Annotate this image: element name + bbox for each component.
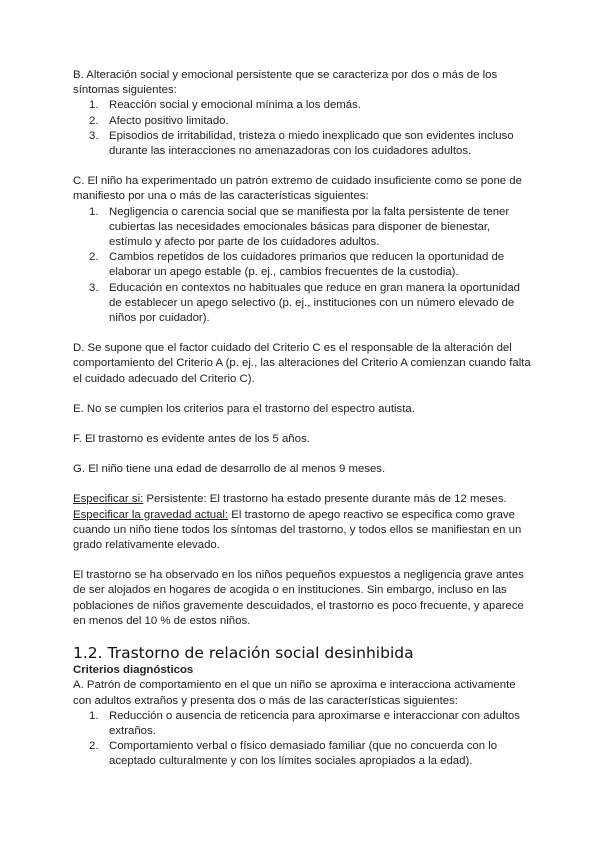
list-item: 1. Reacción social y emocional mínima a los demás. bbox=[89, 99, 361, 112]
criterion-f: F. El trastorno es evidente antes de los 5 años. bbox=[73, 433, 310, 446]
list-item: 3. Educación en contextos no habituales que reduce en gran manera la oportunidad de establecer un apego selectivo (p. ej., instituciones con un número elevado de niños por cuidador). bbox=[89, 281, 520, 325]
specify-severity-label: Especificar la gravedad actual: bbox=[73, 508, 229, 521]
criterion-g: G. El niño tiene una edad de desarrollo de al menos 9 meses. bbox=[73, 463, 386, 476]
list-item: 1. Negligencia o carencia social que se manifiesta por la falta persistente de tener cubiertas las necesidades emocionales básicas para disponer de bienestar, estímulo y afecto por parte de los cuidadores adultos. bbox=[89, 205, 510, 249]
criterion-a-intro: A. Patrón de comportamiento en el que un niño se aproxima e interacciona activamente con adultos extraños y presenta dos o más de las características siguientes: bbox=[73, 679, 516, 707]
list-item: 2. Cambios repetidos de los cuidadores primarios que reducen la oportunidad de elaborar un apego estable (p. ej., cambios frecuentes de la custodia). bbox=[89, 251, 505, 279]
list-item: 2. Afecto positivo limitado. bbox=[89, 114, 229, 127]
criterion-b-intro: B. Alteración social y emocional persistente que se caracteriza por dos o más de los síntomas siguientes: bbox=[73, 69, 498, 97]
section-subheading: Criterios diagnósticos bbox=[73, 664, 194, 677]
section-heading: 1.2. Trastorno de relación social desinhibida bbox=[73, 644, 414, 663]
criterion-c-list bbox=[73, 205, 533, 327]
document-page bbox=[73, 68, 533, 770]
specify-severity: Especificar la gravedad actual: El trastorno de apego reactivo se especifica como grave cuando un niño tiene todos los síntomas del trastorno, y todos ellos se manifiestan en un grado relativamente elevado. bbox=[73, 508, 522, 552]
criterion-a-list bbox=[73, 709, 533, 770]
prevalence-paragraph: El trastorno se ha observado en los niños pequeños expuestos a negligencia grave antes de ser alojados en hogares de acogida o en instituciones. Sin embargo, incluso en las poblaciones de niños gravemente descuidados, el trastorno es poco frecuente, y aparece en menos del 10 % de estos niños. bbox=[73, 569, 524, 627]
criterion-d: D. Se supone que el factor cuidado del Criterio C es el responsable de la alteración del comportamiento del Criterio A (p. ej., las alteraciones del Criterio A comienzan cuando falta el cuidado adecuado del Criterio C). bbox=[73, 342, 531, 385]
list-item: 3. Episodios de irritabilidad, tristeza o miedo inexplicado que son evidentes incluso durante las interacciones no amenazadoras con los cuidadores adultos. bbox=[89, 129, 514, 158]
list-item: 2. Comportamiento verbal o físico demasiado familiar (que no concuerda con lo aceptado culturalmente y con los límites sociales apropiados a la edad). bbox=[89, 740, 498, 768]
criterion-e: E. No se cumplen los criterios para el trastorno del espectro autista. bbox=[73, 402, 415, 415]
criterion-b-list bbox=[73, 98, 533, 159]
specify-label: Especificar si: bbox=[73, 493, 144, 506]
list-item: 1. Reducción o ausencia de reticencia para aproximarse e interaccionar con adultos extraños. bbox=[89, 709, 520, 737]
specify-persistent: Especificar si: Persistente: El trastorno ha estado presente durante más de 12 meses. bbox=[73, 493, 507, 506]
criterion-c-intro: C. El niño ha experimentado un patrón extremo de cuidado insuficiente como se pone de manifiesto por una o más de las características siguientes: bbox=[73, 175, 522, 203]
